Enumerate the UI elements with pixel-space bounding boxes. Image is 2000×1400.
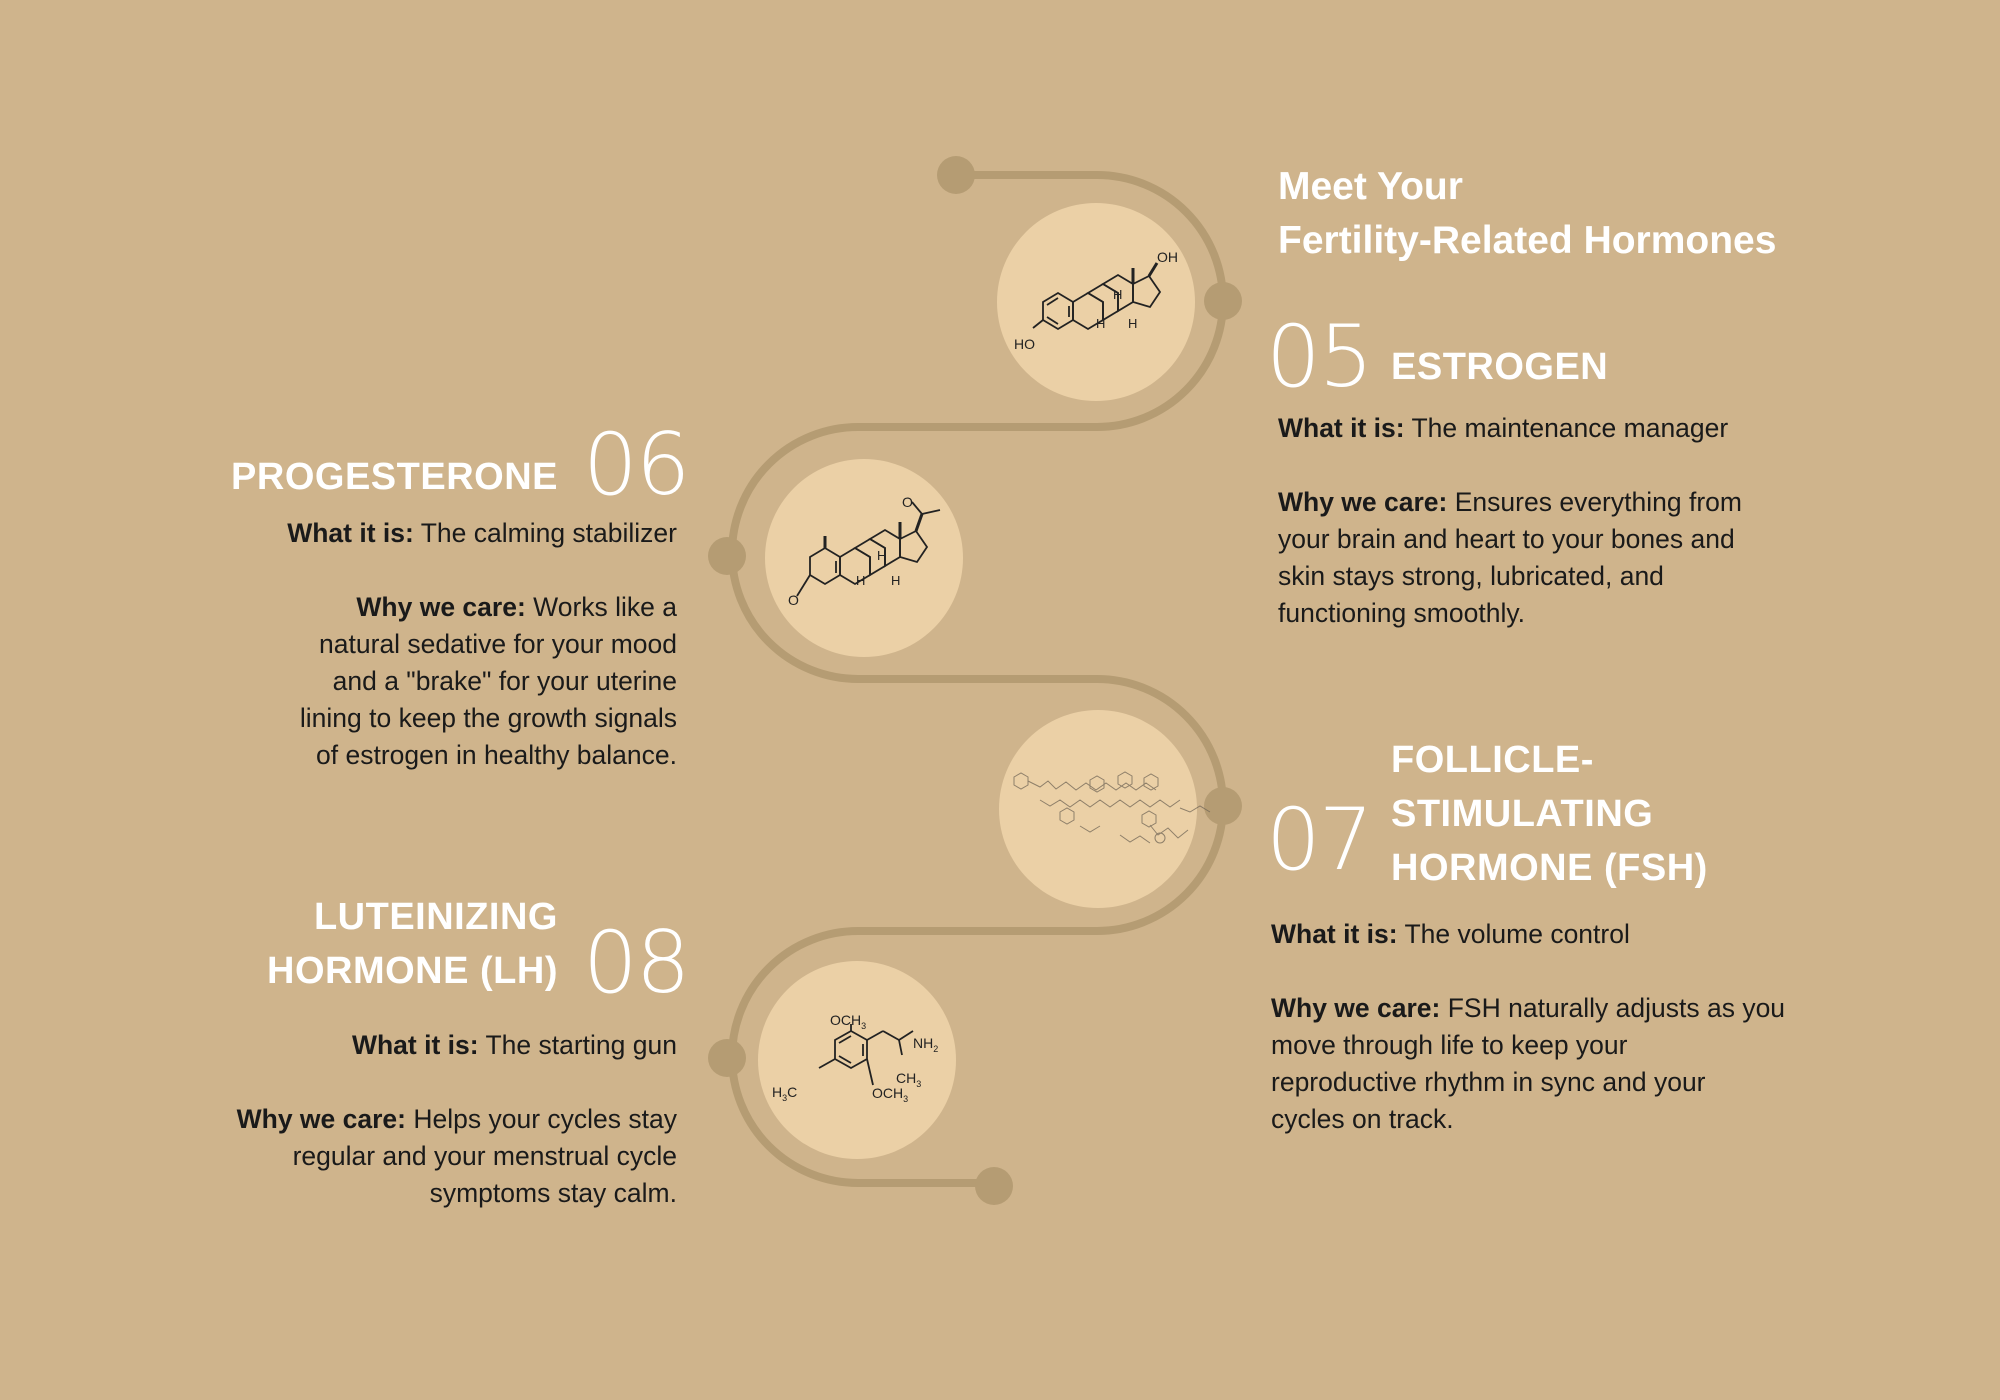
molecule-circle-estrogen — [997, 203, 1195, 401]
amine-label-ch3: $CH_3$ — [896, 1070, 922, 1089]
path-node-dot — [1204, 787, 1242, 825]
hormone-name-line: HORMONE (FSH) — [1391, 847, 1708, 889]
why-text: Works like a — [533, 592, 677, 622]
hormone-name-line: LUTEINIZING — [313, 896, 558, 938]
hormone-name-progesterone — [231, 450, 558, 504]
why-text: natural sedative for your mood — [319, 629, 677, 659]
molecule-circle-lh — [758, 961, 956, 1159]
what-it-is-label: What it is: — [1271, 919, 1398, 949]
hormone-name-fsh — [1391, 733, 1708, 895]
path-node-dot — [708, 1039, 746, 1077]
hormone-description-progesterone — [157, 515, 677, 774]
why-we-care-label: Why we care: — [1271, 993, 1441, 1023]
main-title-line: Meet Your — [1278, 165, 1463, 208]
progesterone-label-h: H — [856, 573, 866, 588]
why-text: Ensures everything from — [1454, 487, 1742, 517]
why-text: symptoms stay calm. — [429, 1178, 677, 1208]
main-title-line: Fertility-Related Hormones — [1278, 219, 1777, 262]
hormone-name-line: FOLLICLE- — [1391, 739, 1594, 781]
why-we-care-line — [157, 589, 677, 626]
what-it-is-text: The starting gun — [485, 1030, 677, 1060]
molecule-circle-fsh — [999, 710, 1197, 908]
main-title — [1278, 160, 1898, 268]
path-end-dot — [975, 1167, 1013, 1205]
amine-label-nh2: $NH_2$ — [913, 1035, 939, 1054]
progesterone-label-o: O — [788, 592, 799, 608]
what-it-is-line — [157, 1027, 677, 1064]
what-it-is-line — [1271, 916, 1851, 953]
why-text: FSH naturally adjusts as you — [1447, 993, 1786, 1023]
what-it-is-line — [1278, 410, 1838, 447]
hormone-number-lh: 08 — [583, 913, 689, 1013]
why-text: of estrogen in healthy balance. — [316, 740, 677, 770]
hormone-name-line: PROGESTERONE — [231, 456, 558, 498]
amine-label-h3c: $H_3C$ — [772, 1084, 798, 1103]
why-text: cycles on track. — [1271, 1104, 1454, 1134]
what-it-is-text: The volume control — [1404, 919, 1630, 949]
what-it-is-line — [157, 515, 677, 552]
path-start-dot — [937, 156, 975, 194]
why-text: skin stays strong, lubricated, and — [1278, 561, 1664, 591]
why-text: your brain and heart to your bones and — [1278, 524, 1735, 554]
why-text: Helps your cycles stay — [413, 1104, 677, 1134]
progesterone-label-h: H — [891, 573, 901, 588]
estradiol-label-h: H — [1128, 316, 1138, 331]
why-text: regular and your menstrual cycle — [292, 1141, 677, 1171]
why-we-care-line — [157, 1101, 677, 1138]
molecule-circle-progesterone — [765, 459, 963, 657]
why-text: reproductive rhythm in sync and your — [1271, 1067, 1706, 1097]
path-node-dot — [1204, 282, 1242, 320]
hormone-name-line: ESTROGEN — [1391, 346, 1609, 388]
estradiol-label-h: H — [1113, 287, 1123, 302]
progesterone-label-h: H — [877, 548, 887, 563]
why-we-care-label: Why we care: — [356, 592, 526, 622]
hormone-name-estrogen — [1391, 340, 1608, 394]
why-we-care-line — [1271, 990, 1851, 1027]
hormone-name-line: STIMULATING — [1391, 793, 1654, 835]
progesterone-label-o: O — [902, 494, 913, 510]
hormone-description-fsh — [1271, 916, 1851, 1138]
what-it-is-label: What it is: — [1278, 413, 1405, 443]
amine-label-och3-top: $OCH_3$ — [830, 1012, 867, 1031]
estradiol-label-oh: OH — [1157, 249, 1178, 265]
amine-label-och3-bottom: $OCH_3$ — [872, 1085, 909, 1104]
hormone-description-lh — [157, 1027, 677, 1212]
hormone-number-estrogen: 05 — [1266, 307, 1372, 407]
why-we-care-label: Why we care: — [236, 1104, 406, 1134]
why-we-care-line — [1278, 484, 1838, 521]
hormone-name-lh — [267, 890, 558, 998]
what-it-is-text: The calming stabilizer — [420, 518, 677, 548]
what-it-is-label: What it is: — [351, 1030, 479, 1060]
why-text: lining to keep the growth signals — [299, 703, 677, 733]
why-text: functioning smoothly. — [1278, 598, 1525, 628]
path-node-dot — [708, 537, 746, 575]
hormone-description-estrogen — [1278, 410, 1838, 632]
why-text: move through life to keep your — [1271, 1030, 1628, 1060]
estradiol-label-ho: HO — [1014, 336, 1035, 352]
hormone-number-progesterone: 06 — [583, 415, 689, 515]
estradiol-label-h: H — [1096, 316, 1106, 331]
why-we-care-label: Why we care: — [1278, 487, 1448, 517]
what-it-is-text: The maintenance manager — [1411, 413, 1729, 443]
hormone-name-line: HORMONE (LH) — [267, 950, 558, 992]
what-it-is-label: What it is: — [287, 518, 414, 548]
hormone-number-fsh: 07 — [1266, 790, 1372, 890]
why-text: and a "brake" for your uterine — [332, 666, 677, 696]
